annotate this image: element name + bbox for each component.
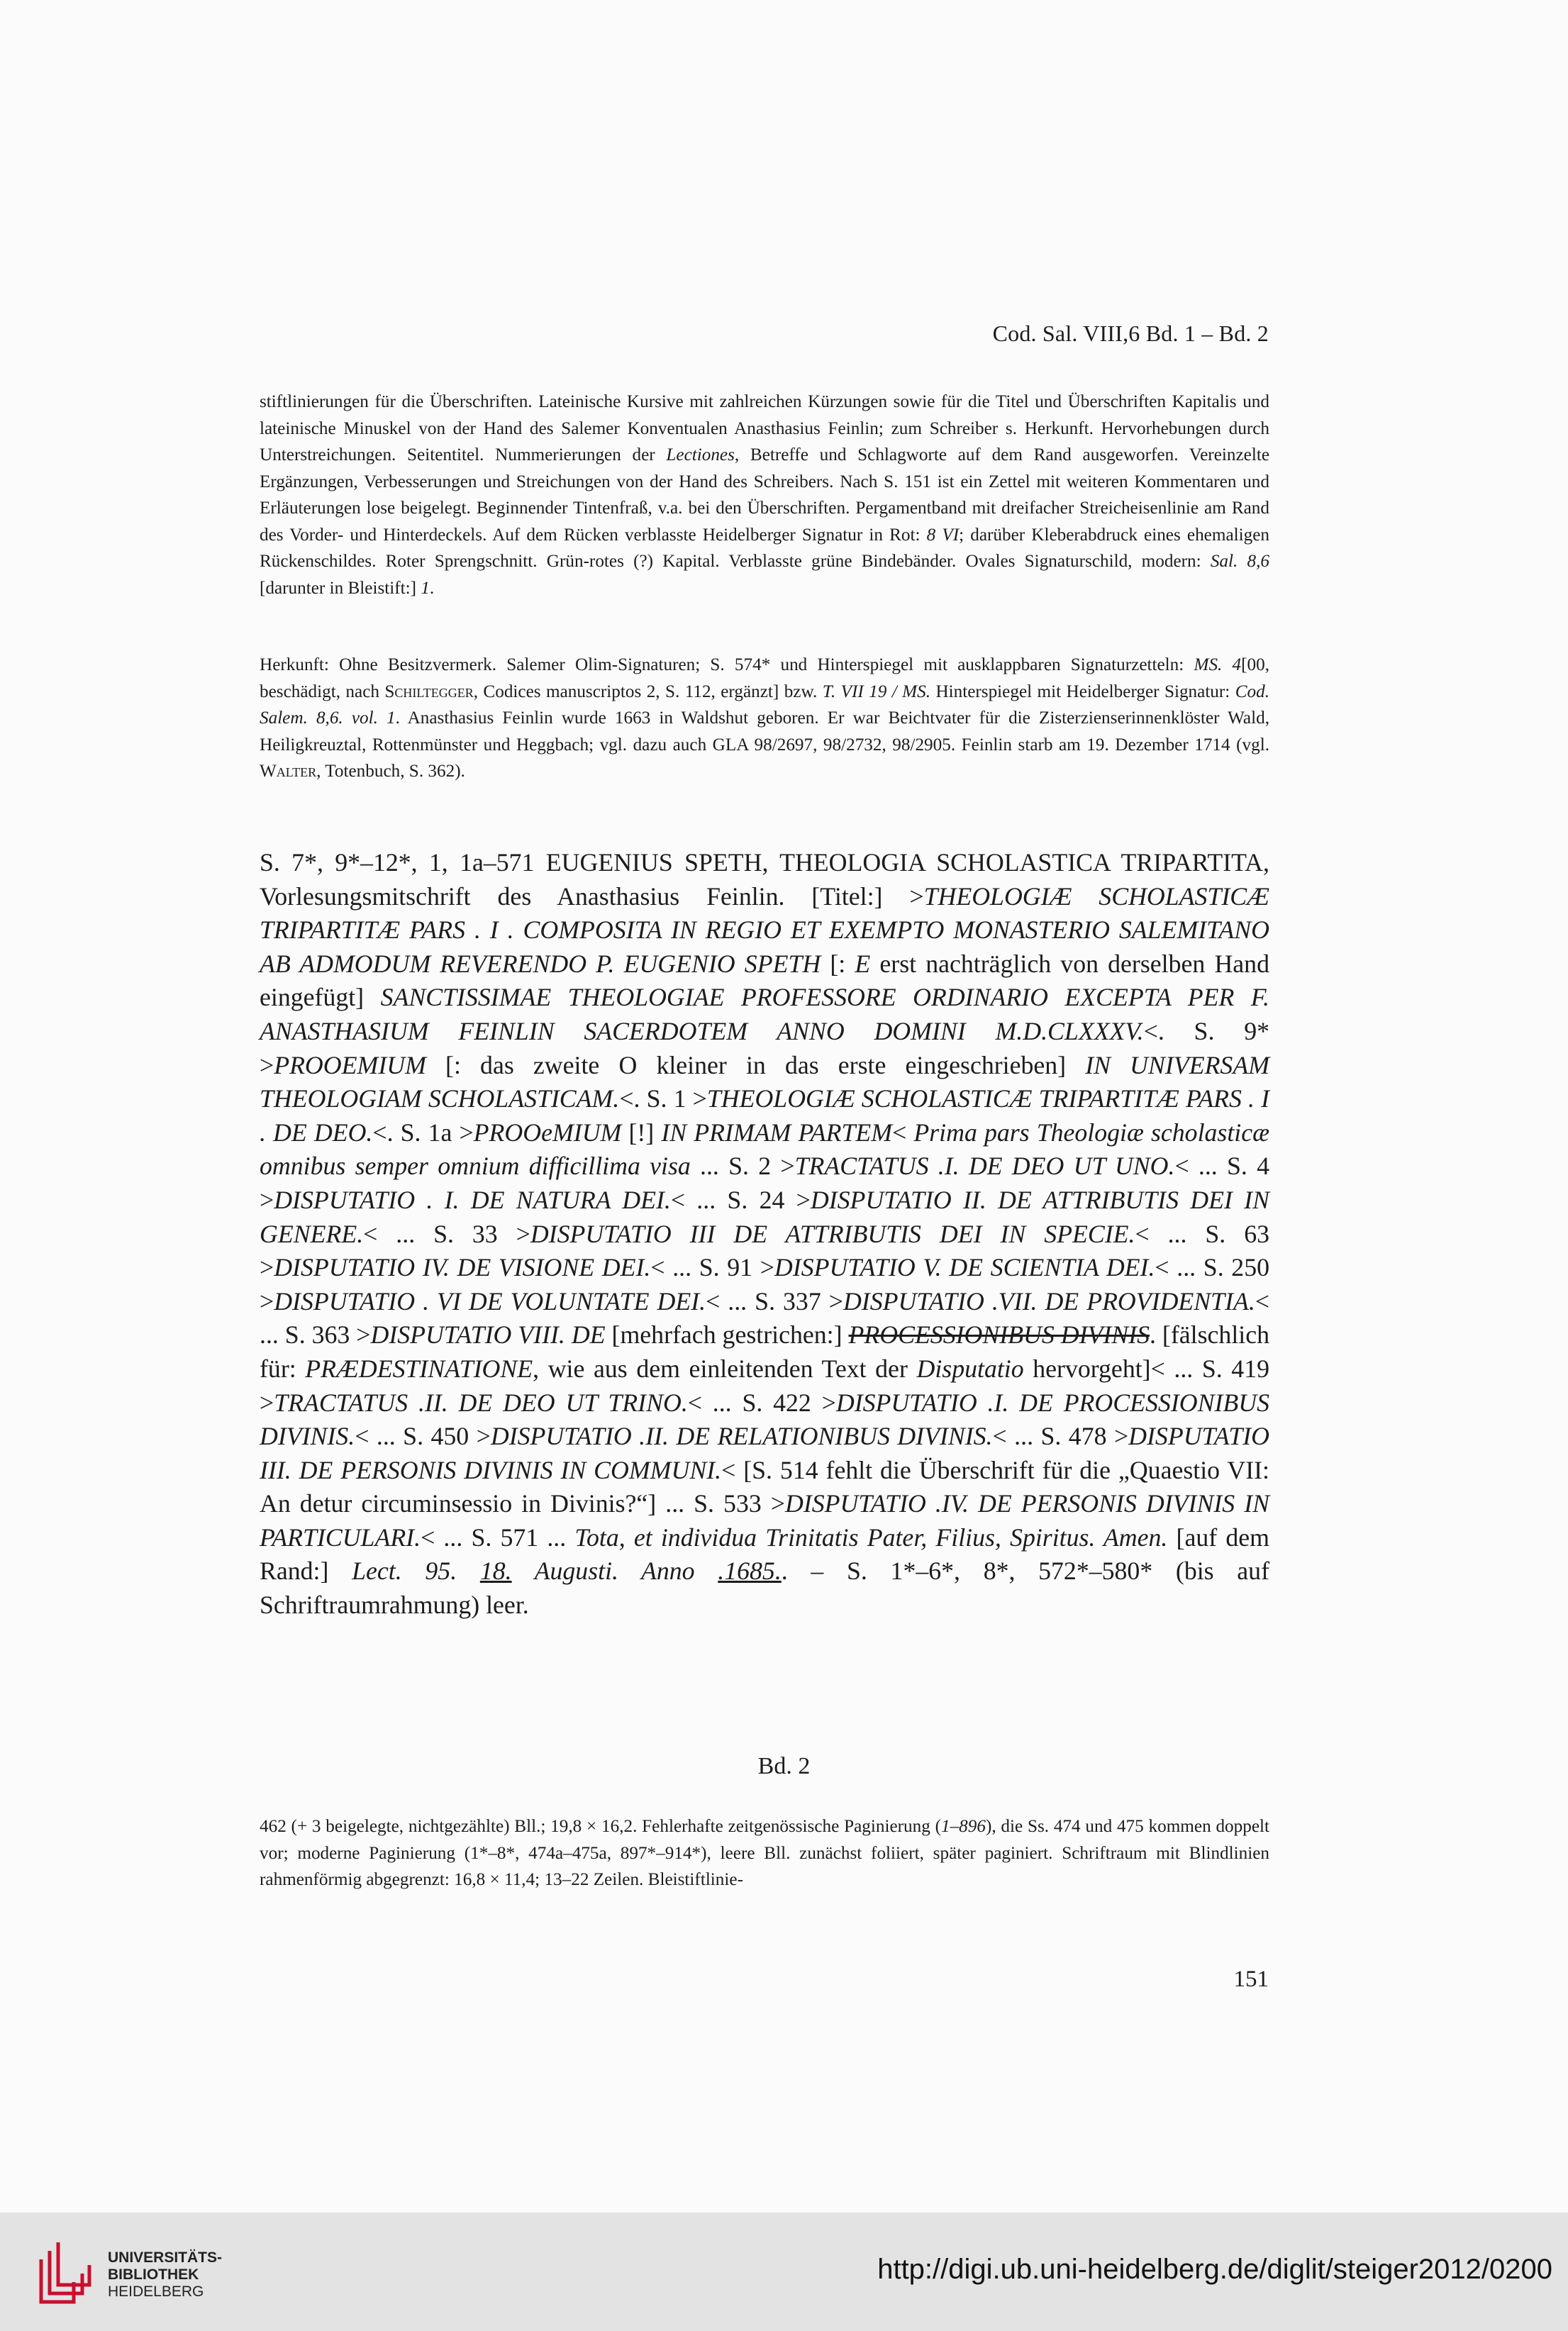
text-run: ... S. 2 >: [690, 1152, 795, 1181]
italic-run: SANCTISSIMAE THEOLOGIAE PROFESSORE ORDINARIO EXCEPTA PER F. ANASTHASIUM FEINLIN SACERDOTEM ANNO DOMINI M.D.CLXXXV.: [260, 983, 1269, 1045]
italic-run: DISPUTATIO IV. DE VISIONE DEI.: [274, 1253, 651, 1282]
text-run: Herkunft: Ohne Besitzvermerk. Salemer Olim-Signaturen; S. 574* und Hinterspiegel mit ausklappbaren Signaturzetteln:: [260, 655, 1194, 674]
italic-run: 8 VI: [926, 525, 960, 545]
italic-run: DISPUTATIO III. DE PERSONIS DIVINIS IN COMMUNI.: [260, 1422, 1270, 1484]
italic-run: THEOLOGIÆ SCHOLASTICÆ TRIPARTITÆ PARS . I . DE DEO.: [260, 1084, 1269, 1147]
text-run: < ... S. 450 >: [355, 1422, 491, 1451]
logo-line: UNIVERSITÄTS-: [108, 2249, 223, 2266]
italic-run: Lectiones: [666, 445, 735, 464]
underline-run: 18.: [479, 1557, 512, 1586]
text-run: < [S. 514 fehlt die Überschrift für die „Quaestio VII: An detur circuminsessio in Divinis?“] ... S. 533 >: [260, 1455, 1269, 1518]
text-run: , Codices manuscriptos 2, S. 112, ergänzt] bzw.: [473, 682, 823, 701]
text-run: <. S. 1 >: [619, 1084, 707, 1113]
text-run: , Totenbuch, S. 362).: [316, 762, 465, 781]
library-logo-icon: [34, 2238, 92, 2306]
italic-run: Prima pars Theologiæ scholasticæ omnibus semper omnium difficillima visa: [260, 1118, 1269, 1181]
text-run: [00, beschädigt, nach: [260, 655, 1270, 701]
italic-run: IN PRIMAM PARTEM: [661, 1118, 893, 1147]
text-run: <: [892, 1118, 914, 1147]
text-run: stiftlinierungen für die Überschriften. Lateinische Kursive mit zahlreichen Kürzungen sowie für die Titel und Überschriften Kapitalis und lateinische Minuskel von der Hand des Salemer Konventualen Anasthasius Feinlin; zum Schreiber s. Herkunft. Hervorhebungen durch Unterstreichungen. Seitentitel. Nummerierungen der: [260, 392, 1269, 464]
italic-run: Lect. 95.: [352, 1557, 480, 1586]
italic-run: DISPUTATIO .IV. DE PERSONIS DIVINIS IN PARTICULARI.: [260, 1489, 1269, 1552]
text-run: < ... S. 33 >: [363, 1219, 530, 1248]
permalink-url[interactable]: http://digi.ub.uni-heidelberg.de/diglit/steiger2012/0200: [877, 2254, 1552, 2285]
text-run: < ... S. 478 >: [992, 1422, 1129, 1451]
description-paragraph: [260, 389, 1269, 601]
italic-run: Sal. 8,6: [1210, 552, 1270, 571]
text-run: < ... S. 422 >: [687, 1388, 836, 1417]
italic-run: 1: [421, 578, 430, 598]
italic-run: DISPUTATIO .I. DE PROCESSIONIBUS DIVINIS.: [260, 1388, 1269, 1451]
italic-run: TRACTATUS .II. DE DEO UT TRINO.: [274, 1388, 688, 1417]
provenance-paragraph: [260, 652, 1269, 785]
text-run: [mehrfach gestrichen:]: [605, 1320, 849, 1350]
text-run: [darunter in Bleistift:]: [260, 578, 421, 598]
text-run: < ... S. 250 >: [260, 1253, 1270, 1315]
text-run: hervorgeht]< ... S. 419 >: [260, 1354, 1269, 1417]
italic-run: DISPUTATIO VIII. DE: [370, 1320, 606, 1350]
text-run: 462 (+ 3 beigelegte, nichtgezählte) Bll.; 19,8 × 16,2. Fehlerhafte zeitgenössische Paginierung (: [260, 1817, 941, 1836]
text-run: .: [429, 578, 435, 598]
italic-run: Tota, et individua Trinitatis Pater, Filius, Spiritus. Amen.: [574, 1523, 1168, 1552]
underline-run: .1685.: [718, 1557, 782, 1586]
italic-run: DISPUTATIO II. DE ATTRIBUTIS DEI IN GENERE.: [260, 1185, 1269, 1248]
text-run: < ... S. 24 >: [670, 1185, 811, 1214]
text-run: ), die Ss. 474 und 475 kommen doppelt vor; moderne Paginierung (1*–8*, 474a–475a, 897*–914*), leere Bll. zunächst foliiert, später paginiert. Schriftraum mit Blindlinien rahmenförmig abgegrenzt: 16,8 × 11,4; 13–22 Zeilen. Bleistiftlinie-: [260, 1817, 1269, 1889]
page-number: 151: [1233, 1966, 1269, 1992]
smallcaps-run: Schiltegger: [384, 682, 474, 701]
italic-run: PRÆDESTINATIONE: [305, 1354, 533, 1383]
italic-run: Disputatio: [916, 1354, 1024, 1383]
text-run: erst nachträglich von derselben Hand eingefügt]: [260, 949, 1269, 1012]
volume2-paragraph: [260, 1813, 1269, 1893]
text-run: <. S. 9* >: [260, 1016, 1269, 1079]
text-run: . [fälschlich für:: [260, 1320, 1269, 1383]
italic-run: DISPUTATIO . I. DE NATURA DEI.: [274, 1185, 671, 1214]
text-run: , wie aus dem einleitenden Text der: [533, 1354, 917, 1383]
italic-run: Augusti. Anno: [511, 1557, 718, 1586]
smallcaps-run: Walter: [260, 762, 317, 781]
italic-run: PROOeMIUM: [473, 1118, 622, 1147]
italic-run: 1–896: [940, 1817, 986, 1836]
italic-run: DISPUTATIO V. DE SCIENTIA DEI.: [774, 1253, 1155, 1282]
library-logo-text: [108, 2249, 222, 2301]
italic-run: DISPUTATIO . VI DE VOLUNTATE DEI.: [274, 1286, 706, 1315]
text-run: Hinterspiegel mit Heidelberger Signatur:: [930, 682, 1235, 701]
text-run: S. 7*, 9*–12*, 1, 1a–571 EUGENIUS SPETH, THEOLOGIA SCHOLASTICA TRIPARTITA, Vorlesungsmitschrift des Anasthasius Feinlin. [Titel:] >: [260, 848, 1269, 911]
text-run: . Anasthasius Feinlin wurde 1663 in Waldshut geboren. Er war Beichtvater für die Zisterzienserinnenklöster Wald, Heiligkreuztal, Rottenmünster und Heggbach; vgl. dazu auch GLA 98/2697, 98/2732, 98/2905. Feinlin starb am 19. Dezember 1714 (vgl.: [260, 708, 1269, 755]
logo-line: BIBLIOTHEK: [108, 2266, 199, 2283]
italic-run: T. VII 19 / MS.: [822, 682, 931, 701]
text-run: , Betreffe und Schlagworte auf dem Rand ausgeworfen. Vereinzelte Ergänzungen, Verbesserungen und Streichungen von der Hand des Schreibers. Nach S. 151 ist ein Zettel mit weiteren Kommentaren und Erläuterungen lose beigelegt. Beginnender Tintenfraß, v.a. bei den Überschriften. Pergamentband mit dreifacher Streicheisenlinie am Rand des Vorder- und Hinterdeckels. Auf dem Rücken verblasste Heidelberger Signatur in Rot:: [260, 445, 1269, 545]
italic-run: PROOEMIUM: [274, 1050, 426, 1079]
text-run: < ... S. 363 >: [260, 1286, 1270, 1350]
text-run: < ... S. 91 >: [650, 1253, 774, 1282]
text-run: < ... S. 4 >: [260, 1152, 1270, 1214]
viewer-footer: [0, 2213, 1568, 2331]
italic-run: DISPUTATIO .VII. DE PROVIDENTIA.: [843, 1286, 1255, 1315]
italic-run: MS. 4: [1194, 655, 1242, 674]
italic-run: E: [855, 949, 871, 978]
text-run: < ... S. 571 ...: [421, 1523, 575, 1552]
italic-run: TRACTATUS .I. DE DEO UT UNO.: [794, 1152, 1175, 1181]
text-run: [!]: [621, 1118, 662, 1147]
running-header: Cod. Sal. VIII,6 Bd. 1 – Bd. 2: [992, 321, 1269, 346]
logo-line: HEIDELBERG: [108, 2283, 204, 2300]
text-run: < ... S. 63 >: [260, 1219, 1269, 1282]
italic-run: DISPUTATIO .II. DE RELATIONIBUS DIVINIS.: [490, 1422, 993, 1451]
italic-run: Cod. Salem. 8,6. vol. 1: [260, 682, 1269, 728]
italic-run: IN UNIVERSAM THEOLOGIAM SCHOLASTICAM.: [260, 1050, 1270, 1113]
strikethrough-run: PROCESSIONIBUS DIVINIS: [848, 1320, 1150, 1350]
text-run: . – S. 1*–6*, 8*, 572*–580* (bis auf Schriftraumrahmung) leer.: [260, 1557, 1269, 1620]
text-run: [auf dem Rand:]: [260, 1523, 1269, 1586]
italic-run: DISPUTATIO III DE ATTRIBUTIS DEI IN SPECIE.: [530, 1219, 1135, 1248]
text-run: < ... S. 337 >: [706, 1286, 843, 1315]
text-run: [: das zweite O kleiner in das erste eingeschrieben]: [426, 1050, 1086, 1079]
text-run: ; darüber Kleberabdruck eines ehemaligen Rückenschildes. Roter Sprengschnitt. Grün-rotes (?) Kapital. Verblasste grüne Bindebänder. Ovales Signaturschild, modern:: [260, 525, 1269, 571]
section-heading: Bd. 2: [757, 1753, 811, 1779]
contents-paragraph: [260, 846, 1269, 1623]
italic-run: THEOLOGIÆ SCHOLASTICÆ TRIPARTITÆ PARS . I . COMPOSITA IN REGIO ET EXEMPTO MONASTERIO SALEMITANO AB ADMODUM REVERENDO P. EUGENIO SPETH: [260, 881, 1269, 978]
text-run: [:: [821, 949, 855, 978]
text-run: <. S. 1a >: [372, 1118, 474, 1147]
